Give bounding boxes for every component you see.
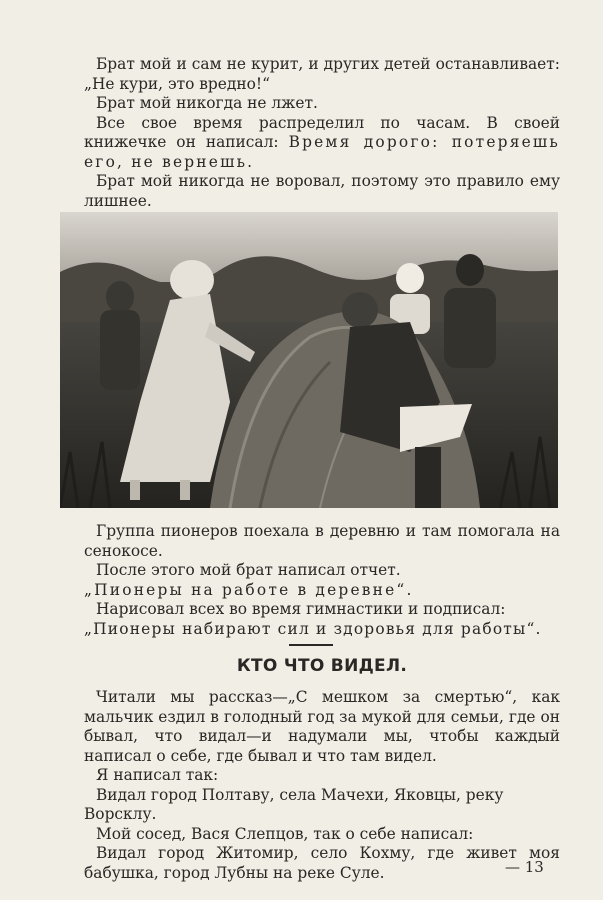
paragraph-zhitomir	[84, 844, 560, 883]
bottom-text-block	[84, 688, 560, 883]
paragraph-text: Видал город Житомир, село Кохму, где живет моя бабушка, город Лубны на реке Суле.	[84, 844, 560, 882]
spaced-quote: Время дорого: потеряешь его, не вернешь.	[84, 133, 561, 171]
paragraph-poltava	[84, 786, 560, 825]
paragraph-text: Я написал так:	[96, 766, 219, 784]
photo-illustration	[60, 212, 558, 508]
paragraph-text: Брат мой никогда не лжет.	[96, 94, 318, 112]
paragraph-drew	[84, 600, 560, 620]
paragraph-text: После этого мой брат написал отчет.	[96, 561, 401, 579]
paragraph-report-title	[84, 581, 560, 601]
paragraph-smoking	[84, 55, 560, 94]
paragraph-caption	[84, 620, 560, 640]
spaced-quote: „Пионеры на работе в деревне“.	[84, 580, 414, 599]
page-number: — 13	[505, 858, 544, 876]
paragraph-text: Все свое время распределил по часам. В своей книжечке он написал:	[84, 113, 560, 151]
paragraph-text: Группа пионеров поехала в деревню и там помогала на сенокосе.	[84, 522, 560, 560]
top-text-block	[84, 55, 560, 211]
paragraph-text: Видал город Полтаву, села Мачехи, Яковцы, реку Ворсклу.	[84, 785, 504, 823]
paragraph-report	[84, 561, 560, 581]
spaced-quote: „Пионеры набирают сил и здоровья для работы“.	[84, 619, 542, 638]
haymaking-photo	[60, 212, 558, 508]
paragraph-text: Брат мой и сам не курит, и других детей останавливает: „Не кури, это вредно!“	[84, 55, 560, 93]
middle-text-block	[84, 522, 560, 639]
paragraph-text: Мой сосед, Вася Слепцов, так о себе написал:	[96, 824, 474, 843]
section-heading: КТО ЧТО ВИДЕЛ.	[236, 656, 408, 676]
paragraph-never-lies	[84, 94, 560, 114]
paragraph-text: Читали мы рассказ—„С мешком за смертью“, как мальчик ездил в голодный год за мукой для семьи, где он бывал, что видал—и надумали мы, чтобы каждый написал о себе, где бывал и что там видел.	[84, 688, 560, 765]
paragraph-schedule	[84, 114, 560, 173]
paragraph-text: Брат мой никогда не воровал, поэтому это правило ему лишнее.	[84, 172, 560, 210]
section-divider	[289, 644, 333, 646]
paragraph-neighbor	[84, 825, 560, 845]
paragraph-story	[84, 688, 560, 766]
paragraph-never-stole	[84, 172, 560, 211]
paragraph-text: Нарисовал всех во время гимнастики и подписал:	[96, 600, 506, 618]
paragraph-i-wrote	[84, 766, 560, 786]
paragraph-pioneers-village	[84, 522, 560, 561]
